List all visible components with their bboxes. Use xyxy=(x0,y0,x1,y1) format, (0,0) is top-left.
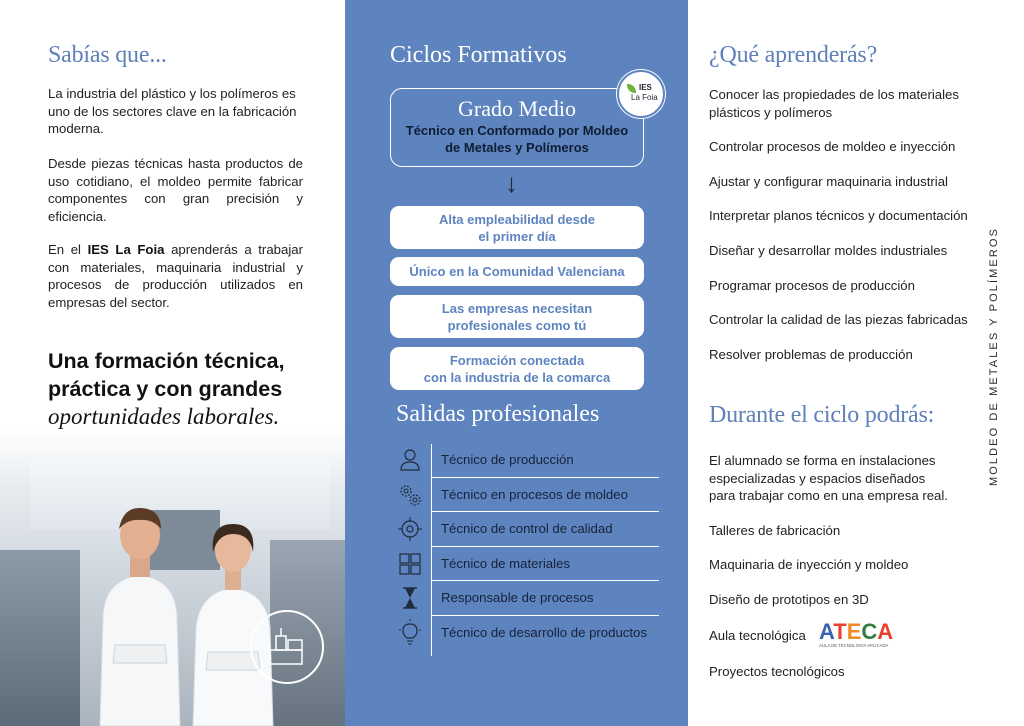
pill-line-2: profesionales como tú xyxy=(447,318,587,333)
learning-item: Diseñar y desarrollar moldes industriales xyxy=(709,242,948,258)
durante-item: Talleres de fabricación xyxy=(709,522,841,538)
durante-intro-line-2: especializadas y espacios diseñados xyxy=(709,470,926,486)
ateca-logo-text: ATECA xyxy=(819,618,894,644)
pill-formacion xyxy=(390,347,644,390)
salida-label: Responsable de procesos xyxy=(441,590,594,606)
grado-title-line-2: de Metales y Polímeros xyxy=(445,140,589,155)
learning-list xyxy=(709,86,989,363)
pill-line-1: Las empresas necesitan xyxy=(441,301,593,316)
durante-list xyxy=(709,452,989,681)
durante-heading: Durante el ciclo podrás: xyxy=(709,402,935,428)
durante-item: Diseño de prototipos en 3D xyxy=(709,591,869,607)
arrow-down-icon: ↓ xyxy=(505,168,518,198)
durante-item-aula xyxy=(709,619,989,654)
tagline-line-1: Una formación técnica, xyxy=(48,349,285,373)
salida-item xyxy=(395,616,659,651)
learning-item: Controlar procesos de moldeo e inyección xyxy=(709,139,956,155)
salida-item xyxy=(395,443,659,478)
lightbulb-icon xyxy=(395,618,425,648)
intro-paragraph: La industria del plástico y los polímeros es uno de los sectores clave en la fabricación moderna. xyxy=(48,86,297,137)
durante-intro-line-3: para trabajar como en una empresa real. xyxy=(709,488,948,504)
tagline-line-2: práctica y con grandes xyxy=(48,377,283,401)
salida-label: Técnico de control de calidad xyxy=(441,521,613,537)
person-icon xyxy=(395,445,425,475)
ies-paragraph-pre: En el xyxy=(48,242,88,257)
salida-label: Técnico en procesos de moldeo xyxy=(441,486,628,502)
ateca-logo-subtitle: AULA DE TECNOLOGÍA APLICADA xyxy=(819,642,889,648)
students-lab-photo xyxy=(0,430,345,726)
left-panel xyxy=(0,0,345,726)
student-male xyxy=(95,495,185,726)
salida-label: Técnico de producción xyxy=(441,452,574,467)
salida-item xyxy=(395,512,659,547)
durante-intro-line-1: El alumnado se forma en instalaciones xyxy=(709,453,936,468)
salidas-list xyxy=(395,443,659,651)
ies-paragraph xyxy=(48,241,303,311)
ies-paragraph-post: aprenderás a trabajar con materiales, maquinaria industrial y procesos de producción utilizados en empresas del sector. xyxy=(48,242,303,310)
ciclos-formativos-heading: Ciclos Formativos xyxy=(390,42,567,68)
pill-line-1: Único en la Comunidad Valenciana xyxy=(409,264,625,279)
target-icon xyxy=(395,514,425,544)
durante-item: Maquinaria de inyección y moldeo xyxy=(709,557,909,573)
salidas-heading: Salidas profesionales xyxy=(396,401,600,427)
ies-name: IES La Foia xyxy=(87,242,165,257)
pill-empresas xyxy=(390,295,644,338)
salida-item xyxy=(395,547,659,582)
salida-item xyxy=(395,478,659,513)
tagline-line-3: oportunidades laborales. xyxy=(48,404,280,429)
sabias-que-heading: Sabías que... xyxy=(48,42,167,68)
pill-unico xyxy=(390,257,644,286)
grado-medio-box xyxy=(390,88,644,167)
learning-item: Programar procesos de producción xyxy=(709,277,915,293)
machine-icon xyxy=(250,610,324,684)
hourglass-icon xyxy=(395,583,425,613)
pill-line-2: con la industria de la comarca xyxy=(423,370,611,385)
pill-line-2: el primer día xyxy=(478,229,556,244)
salida-label: Técnico de materiales xyxy=(441,555,571,571)
tagline xyxy=(48,347,285,431)
ies-la-foia-logo xyxy=(617,70,665,118)
logo-line-2: La Foia xyxy=(631,93,658,102)
grado-title-line-1: Técnico en Conformado por Moldeo xyxy=(405,123,629,138)
pill-line-1: Formación conectada xyxy=(449,353,585,368)
ateca-logo xyxy=(819,619,903,654)
materials-icon xyxy=(395,549,425,579)
salida-item xyxy=(395,581,659,616)
vertical-title: MOLDEO DE METALES Y POLÍMEROS xyxy=(988,227,1000,486)
pill-empleabilidad xyxy=(390,206,644,249)
moldeo-paragraph: Desde piezas técnicas hasta productos de uso cotidiano, el moldeo permite fabricar componentes con gran precisión y eficiencia. xyxy=(48,156,303,224)
learning-item: Conocer las propiedades de los materiales plásticos y polímeros xyxy=(709,87,959,120)
durante-item: Proyectos tecnológicos xyxy=(709,664,845,680)
grado-medio-label: Grado Medio xyxy=(458,96,576,121)
learning-item: Ajustar y configurar maquinaria industrial xyxy=(709,173,948,189)
learning-item: Resolver problemas de producción xyxy=(709,346,913,362)
logo-line-1: IES xyxy=(639,83,652,92)
pill-line-1: Alta empleabilidad desde xyxy=(438,212,596,227)
que-aprenderas-heading: ¿Qué aprenderás? xyxy=(709,42,878,68)
middle-panel xyxy=(345,0,688,726)
salida-label: Técnico de desarrollo de productos xyxy=(441,624,647,640)
durante-item-label: Aula tecnológica xyxy=(709,627,806,643)
leaf-icon xyxy=(627,84,636,93)
right-panel xyxy=(688,0,1024,726)
learning-item: Interpretar planos técnicos y documentación xyxy=(709,208,968,224)
learning-item: Controlar la calidad de las piezas fabricadas xyxy=(709,312,968,328)
gears-icon xyxy=(395,480,425,510)
